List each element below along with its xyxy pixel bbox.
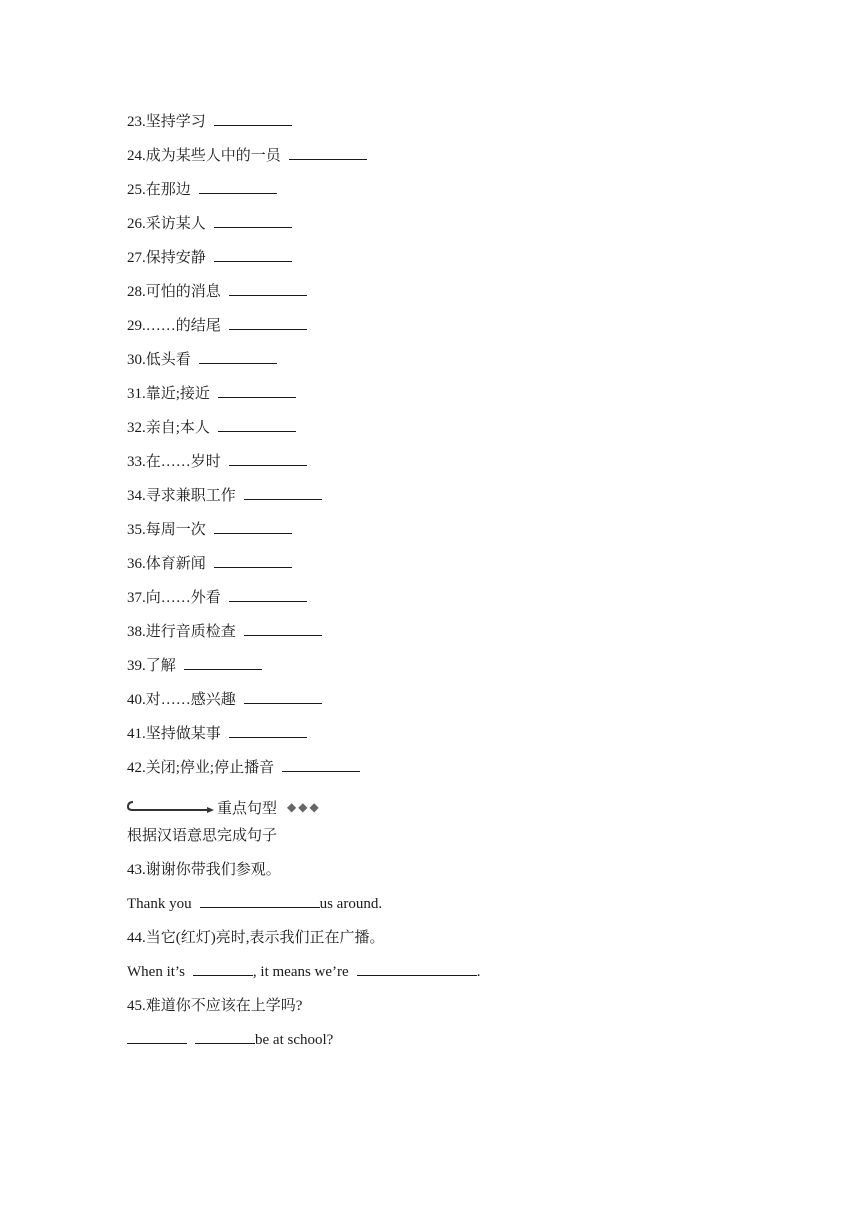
answer-blank[interactable] xyxy=(229,280,307,296)
vocab-item: 25.在那边 xyxy=(127,178,747,212)
diamond-icons: ◆◆◆ xyxy=(287,799,321,814)
answer-blank[interactable] xyxy=(244,484,322,500)
answer-blank[interactable] xyxy=(214,246,292,262)
vocab-list xyxy=(127,110,747,790)
vocab-item: 42.关闭;停业;停止播音 xyxy=(127,756,747,790)
vocab-item: 31.靠近;接近 xyxy=(127,382,747,416)
vocab-item: 23.坚持学习 xyxy=(127,110,747,144)
question-prompt: 44.当它(红灯)亮时,表示我们正在广播。 xyxy=(127,930,385,946)
vocab-item: 29.……的结尾 xyxy=(127,314,747,348)
vocab-item: 30.低头看 xyxy=(127,348,747,382)
answer-blank[interactable] xyxy=(244,620,322,636)
answer-blank[interactable] xyxy=(200,892,320,908)
answer-blank[interactable] xyxy=(184,654,262,670)
arrow-icon xyxy=(127,799,215,815)
vocab-item: 37.向……外看 xyxy=(127,586,747,620)
vocab-item: 39.了解 xyxy=(127,654,747,688)
vocab-item: 33.在……岁时 xyxy=(127,450,747,484)
section-title: 重点句型 xyxy=(217,800,278,817)
question-prompt: 45.难道你不应该在上学吗? xyxy=(127,998,303,1014)
vocab-item: 38.进行音质检查 xyxy=(127,620,747,654)
answer-blank[interactable] xyxy=(244,688,322,704)
vocab-item: 32.亲自;本人 xyxy=(127,416,747,450)
answer-line: Thank you us around. xyxy=(127,892,747,926)
vocab-item: 41.坚持做某事 xyxy=(127,722,747,756)
answer-blank[interactable] xyxy=(193,960,253,976)
vocab-item: 28.可怕的消息 xyxy=(127,280,747,314)
answer-blank[interactable] xyxy=(214,518,292,534)
answer-blank[interactable] xyxy=(199,348,277,364)
answer-blank[interactable] xyxy=(229,450,307,466)
answer-blank[interactable] xyxy=(127,1028,187,1044)
section-heading xyxy=(127,790,747,824)
vocab-item: 35.每周一次 xyxy=(127,518,747,552)
vocab-item: 27.保持安静 xyxy=(127,246,747,280)
instruction: 根据汉语意思完成句子 xyxy=(127,828,278,844)
vocab-item: 34.寻求兼职工作 xyxy=(127,484,747,518)
answer-blank[interactable] xyxy=(229,586,307,602)
answer-line: be at school? xyxy=(127,1028,747,1062)
answer-blank[interactable] xyxy=(214,110,292,126)
answer-blank[interactable] xyxy=(229,722,307,738)
worksheet xyxy=(127,110,747,1062)
answer-blank[interactable] xyxy=(214,552,292,568)
vocab-item: 40.对……感兴趣 xyxy=(127,688,747,722)
answer-blank[interactable] xyxy=(199,178,277,194)
vocab-item: 26.采访某人 xyxy=(127,212,747,246)
answer-blank[interactable] xyxy=(218,416,296,432)
answer-blank[interactable] xyxy=(229,314,307,330)
answer-blank[interactable] xyxy=(214,212,292,228)
question-prompt: 43.谢谢你带我们参观。 xyxy=(127,862,281,878)
vocab-item: 24.成为某些人中的一员 xyxy=(127,144,747,178)
answer-blank[interactable] xyxy=(218,382,296,398)
vocab-item: 36.体育新闻 xyxy=(127,552,747,586)
answer-blank[interactable] xyxy=(195,1028,255,1044)
answer-blank[interactable] xyxy=(289,144,367,160)
answer-blank[interactable] xyxy=(357,960,477,976)
answer-line: When it’s , it means we’re . xyxy=(127,960,747,994)
answer-blank[interactable] xyxy=(282,756,360,772)
